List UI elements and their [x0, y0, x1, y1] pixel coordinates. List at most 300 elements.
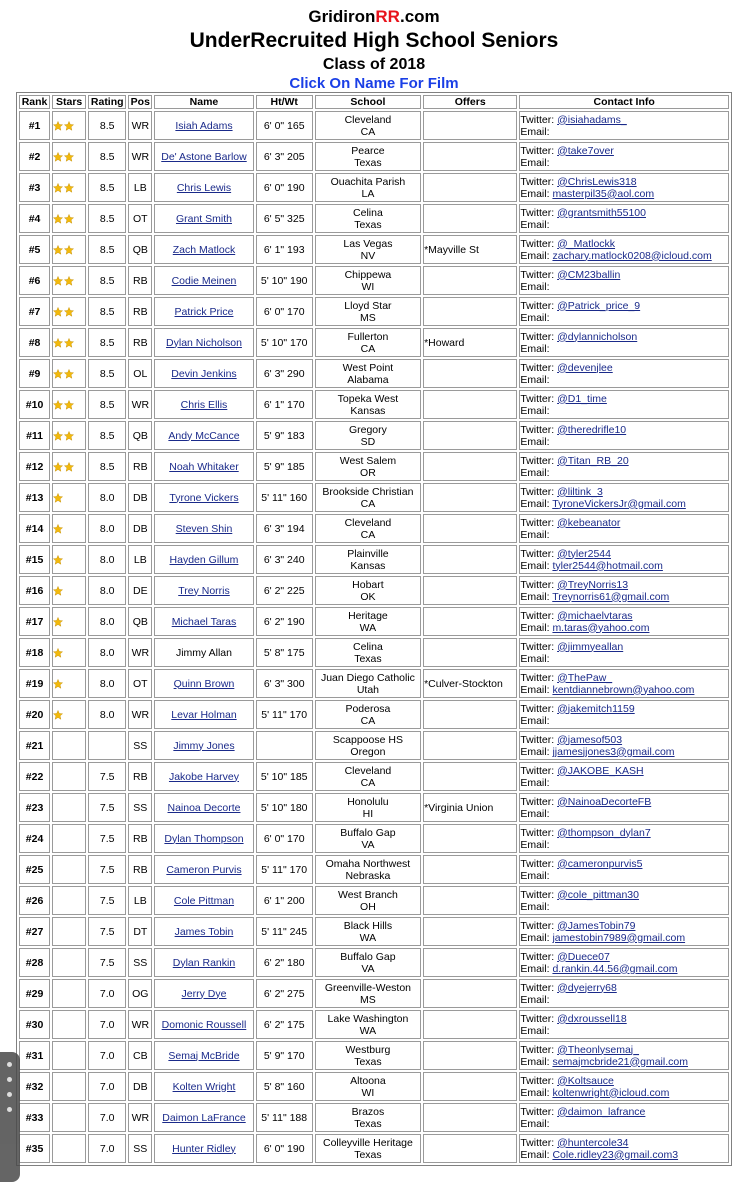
name-cell: [154, 328, 253, 357]
email-label: Email:: [520, 962, 553, 975]
star-icon: [53, 462, 63, 472]
email-line: [520, 684, 728, 696]
table-row: [19, 979, 729, 1008]
offers-cell: [423, 731, 517, 760]
dot-icon: [7, 1062, 12, 1067]
email-line: [520, 1149, 728, 1161]
rating-cell: 7.0: [88, 1103, 126, 1132]
htwt-cell: 6' 2" 175: [256, 1010, 313, 1039]
stars-cell: [52, 266, 86, 295]
offers-cell: [423, 917, 517, 946]
player-film-link[interactable]: Steven Shin: [175, 522, 233, 535]
rating-cell: 8.5: [88, 204, 126, 233]
contact-cell: [519, 948, 729, 977]
name-cell: [154, 886, 253, 915]
twitter-link[interactable]: @Koltsauce: [557, 1074, 614, 1087]
email-line: [520, 653, 728, 665]
school-state: CA: [360, 125, 376, 138]
twitter-line: [520, 951, 728, 963]
col-pos: Pos: [128, 95, 152, 109]
twitter-label: Twitter:: [520, 826, 558, 839]
twitter-link[interactable]: @jimmyeallan: [557, 640, 624, 653]
stars-cell: [52, 1072, 86, 1101]
offers-cell: [423, 1134, 517, 1163]
player-film-link[interactable]: Isiah Adams: [175, 119, 233, 132]
twitter-link[interactable]: @JAKOBE_KASH: [557, 764, 644, 777]
table-row: [19, 886, 729, 915]
email-link[interactable]: tyler2544@hotmail.com: [552, 559, 663, 572]
player-film-link[interactable]: Michael Taras: [171, 615, 237, 628]
htwt-cell: 5' 11" 160: [256, 483, 313, 512]
rating-cell: 8.0: [88, 700, 126, 729]
school-name: Pearce: [351, 144, 385, 157]
email-link[interactable]: Cole.ridley23@gmail.com3: [552, 1148, 679, 1161]
name-cell: [154, 173, 253, 202]
twitter-link[interactable]: @CM23ballin: [557, 268, 621, 281]
offers-cell: [423, 173, 517, 202]
twitter-link[interactable]: @take7over: [557, 144, 614, 157]
email-link[interactable]: semajmcbride21@gmail.com: [552, 1055, 688, 1068]
stars-cell: [52, 359, 86, 388]
twitter-line: [520, 858, 728, 870]
email-link[interactable]: masterpil35@aol.com: [552, 187, 655, 200]
player-film-link[interactable]: Chris Ellis: [180, 398, 228, 411]
twitter-link[interactable]: @cameronpurvis5: [557, 857, 643, 870]
rating-cell: 7.0: [88, 1041, 126, 1070]
offers-cell: [423, 297, 517, 326]
contact-cell: [519, 669, 729, 698]
twitter-link[interactable]: @dyejerry68: [557, 981, 617, 994]
pos-cell: QB: [128, 421, 152, 450]
contact-cell: [519, 359, 729, 388]
htwt-cell: 6' 0" 165: [256, 111, 313, 140]
contact-cell: [519, 452, 729, 481]
name-cell: [154, 731, 253, 760]
site-name[interactable]: [0, 6, 748, 28]
pos-cell: OG: [128, 979, 152, 1008]
star-icon: [64, 400, 74, 410]
twitter-label: Twitter:: [520, 1012, 558, 1025]
twitter-label: Twitter:: [520, 144, 558, 157]
player-film-link[interactable]: Noah Whitaker: [169, 460, 239, 473]
offers-cell: [423, 111, 517, 140]
twitter-line: [520, 269, 728, 281]
twitter-link[interactable]: @Theonlysemaj_: [557, 1043, 639, 1056]
rating-cell: 8.5: [88, 235, 126, 264]
school-name: Celina: [353, 206, 383, 219]
player-film-link[interactable]: Nainoa Decorte: [167, 801, 241, 814]
table-row: [19, 855, 729, 884]
twitter-line: [520, 1106, 728, 1118]
twitter-line: [520, 889, 728, 901]
school-state: VA: [361, 838, 375, 851]
rank-cell: #30: [19, 1010, 50, 1039]
email-line: [520, 963, 728, 975]
email-label: Email:: [520, 714, 550, 727]
twitter-link[interactable]: @NainoaDecorteFB: [557, 795, 652, 808]
col-name: Name: [154, 95, 253, 109]
school-state: Kansas: [350, 404, 386, 417]
player-film-link[interactable]: Dylan Thompson: [164, 832, 244, 845]
pos-cell: WR: [128, 111, 152, 140]
contact-cell: [519, 514, 729, 543]
twitter-label: Twitter:: [520, 237, 558, 250]
player-film-link[interactable]: Tyrone Vickers: [169, 491, 239, 504]
htwt-cell: 6' 2" 180: [256, 948, 313, 977]
twitter-link[interactable]: @ChrisLewis318: [557, 175, 637, 188]
floating-menu-handle[interactable]: [0, 1052, 20, 1182]
twitter-label: Twitter:: [520, 268, 558, 281]
rank-cell: #20: [19, 700, 50, 729]
offers-cell: [423, 824, 517, 853]
player-film-link[interactable]: Quinn Brown: [173, 677, 235, 690]
rating-cell: 8.5: [88, 142, 126, 171]
name-cell: [154, 235, 253, 264]
pos-cell: SS: [128, 793, 152, 822]
twitter-line: [520, 176, 728, 188]
player-film-link[interactable]: Hayden Gillum: [169, 553, 239, 566]
email-label: Email:: [520, 590, 553, 603]
pos-cell: QB: [128, 607, 152, 636]
email-label: Email:: [520, 187, 553, 200]
player-film-link[interactable]: Semaj McBride: [168, 1049, 240, 1062]
player-film-link[interactable]: Chris Lewis: [176, 181, 232, 194]
school-name: Black Hills: [343, 919, 393, 932]
rank-cell: #17: [19, 607, 50, 636]
name-cell: [154, 917, 253, 946]
twitter-line: [520, 703, 728, 715]
email-label: Email:: [520, 404, 550, 417]
twitter-label: Twitter:: [520, 113, 558, 126]
school-name: Brookside Christian: [322, 485, 414, 498]
offers-cell: [423, 855, 517, 884]
school-state: NV: [360, 249, 376, 262]
htwt-cell: 5' 8" 175: [256, 638, 313, 667]
school-state: Texas: [354, 652, 382, 665]
email-link[interactable]: jamestobin7989@gmail.com: [552, 931, 686, 944]
school-state: MS: [360, 311, 376, 324]
offers-cell: [423, 390, 517, 419]
pos-cell: RB: [128, 762, 152, 791]
player-film-link[interactable]: Devin Jenkins: [171, 367, 237, 380]
rating-cell: 8.0: [88, 483, 126, 512]
rating-cell: 7.0: [88, 1010, 126, 1039]
twitter-link[interactable]: @kebeanator: [557, 516, 621, 529]
school-cell: [315, 545, 421, 574]
rank-cell: #16: [19, 576, 50, 605]
twitter-line: [520, 765, 728, 777]
stars-cell: [52, 793, 86, 822]
table-row: [19, 266, 729, 295]
table-row: [19, 576, 729, 605]
name-cell: [154, 700, 253, 729]
player-film-link[interactable]: Dylan Rankin: [172, 956, 236, 969]
htwt-cell: 6' 0" 170: [256, 824, 313, 853]
email-label: Email:: [520, 497, 553, 510]
twitter-link[interactable]: @liltink_3: [557, 485, 603, 498]
name-cell: [154, 638, 253, 667]
twitter-link[interactable]: @jakemitch1159: [557, 702, 635, 715]
player-film-link[interactable]: Andy McCance: [168, 429, 240, 442]
name-cell: [154, 793, 253, 822]
email-link[interactable]: m.taras@yahoo.com: [552, 621, 650, 634]
email-label: Email:: [520, 342, 550, 355]
twitter-line: [520, 1137, 728, 1149]
rank-cell: #32: [19, 1072, 50, 1101]
name-cell: [154, 204, 253, 233]
pos-cell: WR: [128, 142, 152, 171]
rank-cell: #14: [19, 514, 50, 543]
pos-cell: LB: [128, 173, 152, 202]
email-link[interactable]: zachary.matlock0208@icloud.com: [552, 249, 712, 262]
twitter-link[interactable]: @grantsmith55100: [557, 206, 646, 219]
school-state: Alabama: [347, 373, 389, 386]
rating-cell: 8.0: [88, 638, 126, 667]
twitter-label: Twitter:: [520, 609, 558, 622]
email-label: Email:: [520, 249, 553, 262]
rank-cell: #12: [19, 452, 50, 481]
twitter-line: [520, 920, 728, 932]
htwt-cell: [256, 731, 313, 760]
twitter-link[interactable]: @jamesof503: [557, 733, 623, 746]
school-cell: [315, 452, 421, 481]
twitter-line: [520, 300, 728, 312]
player-film-link[interactable]: De' Astone Barlow: [161, 150, 247, 163]
htwt-cell: 6' 3" 194: [256, 514, 313, 543]
twitter-link[interactable]: @Patrick_price_9: [557, 299, 641, 312]
twitter-link[interactable]: @Duece07: [557, 950, 610, 963]
email-line: [520, 622, 728, 634]
table-row: [19, 793, 729, 822]
player-film-link[interactable]: Kolten Wright: [172, 1080, 236, 1093]
star-icon: [53, 152, 63, 162]
twitter-link[interactable]: @JamesTobin79: [557, 919, 636, 932]
twitter-label: Twitter:: [520, 547, 558, 560]
email-label: Email:: [520, 1086, 553, 1099]
dot-icon: [7, 1107, 12, 1112]
school-cell: [315, 1072, 421, 1101]
player-film-link[interactable]: James Tobin: [174, 925, 234, 938]
player-film-link[interactable]: Hunter Ridley: [172, 1142, 236, 1155]
twitter-link[interactable]: @ThePaw_: [557, 671, 613, 684]
twitter-link[interactable]: @michaelvtaras: [557, 609, 633, 622]
stars-cell: [52, 111, 86, 140]
twitter-link[interactable]: @thompson_dylan7: [557, 826, 651, 839]
rank-cell: #9: [19, 359, 50, 388]
school-name: Cleveland: [344, 113, 392, 126]
pos-cell: SS: [128, 1134, 152, 1163]
email-label: Email:: [520, 745, 553, 758]
rating-cell: 7.5: [88, 824, 126, 853]
twitter-line: [520, 114, 728, 126]
rank-cell: #25: [19, 855, 50, 884]
player-film-link[interactable]: Patrick Price: [174, 305, 234, 318]
contact-cell: [519, 390, 729, 419]
school-cell: [315, 390, 421, 419]
school-state: WI: [361, 280, 375, 293]
email-line: [520, 1056, 728, 1068]
htwt-cell: 6' 2" 190: [256, 607, 313, 636]
twitter-link[interactable]: @daimon_lafrance: [557, 1105, 646, 1118]
email-link[interactable]: TyroneVickersJr@gmail.com: [552, 497, 686, 510]
email-line: [520, 1118, 728, 1130]
twitter-link[interactable]: @cole_pittman30: [557, 888, 639, 901]
stars-cell: [52, 607, 86, 636]
table-row: [19, 390, 729, 419]
twitter-link[interactable]: @_Matlockk: [557, 237, 616, 250]
rank-cell: #26: [19, 886, 50, 915]
email-line: [520, 250, 728, 262]
star-icon: [64, 431, 74, 441]
school-state: WI: [361, 1086, 375, 1099]
contact-cell: [519, 700, 729, 729]
pos-cell: OT: [128, 204, 152, 233]
email-label: Email:: [520, 1148, 553, 1161]
rank-cell: #18: [19, 638, 50, 667]
player-film-link[interactable]: Trey Norris: [178, 584, 230, 597]
email-link[interactable]: jjamesjjones3@gmail.com: [552, 745, 675, 758]
star-icon: [53, 214, 63, 224]
email-link[interactable]: d.rankin.44.56@gmail.com: [552, 962, 678, 975]
school-state: CA: [360, 528, 376, 541]
school-name: Altoona: [350, 1074, 386, 1087]
player-film-link[interactable]: Domonic Roussell: [161, 1018, 247, 1031]
star-icon: [53, 307, 63, 317]
twitter-link[interactable]: @isiahadams_: [557, 113, 627, 126]
contact-cell: [519, 979, 729, 1008]
player-film-link[interactable]: Daimon LaFrance: [162, 1111, 246, 1124]
pos-cell: WR: [128, 638, 152, 667]
twitter-label: Twitter:: [520, 1136, 558, 1149]
htwt-cell: 5' 11" 245: [256, 917, 313, 946]
email-line: [520, 1025, 728, 1037]
email-label: Email:: [520, 466, 550, 479]
pos-cell: CB: [128, 1041, 152, 1070]
player-film-link[interactable]: Cameron Purvis: [166, 863, 242, 876]
pos-cell: DB: [128, 514, 152, 543]
email-line: [520, 1087, 728, 1099]
twitter-label: Twitter:: [520, 454, 558, 467]
player-film-link[interactable]: Codie Meinen: [171, 274, 237, 287]
rank-cell: #10: [19, 390, 50, 419]
table-row: [19, 545, 729, 574]
rating-cell: 8.5: [88, 421, 126, 450]
player-film-link[interactable]: Levar Holman: [171, 708, 237, 721]
offers-cell: [423, 266, 517, 295]
htwt-cell: 5' 10" 170: [256, 328, 313, 357]
school-state: CA: [360, 497, 376, 510]
offers-cell: [423, 1103, 517, 1132]
contact-cell: [519, 483, 729, 512]
twitter-line: [520, 238, 728, 250]
school-cell: [315, 421, 421, 450]
table-row: [19, 111, 729, 140]
offers-cell: [423, 204, 517, 233]
email-label: Email:: [520, 280, 550, 293]
twitter-label: Twitter:: [520, 206, 558, 219]
school-name: Honolulu: [347, 795, 389, 808]
stars-cell: [52, 297, 86, 326]
contact-cell: [519, 142, 729, 171]
twitter-link[interactable]: @Titan_RB_20: [557, 454, 629, 467]
name-cell: [154, 1103, 253, 1132]
twitter-label: Twitter:: [520, 764, 558, 777]
rank-cell: #5: [19, 235, 50, 264]
twitter-line: [520, 579, 728, 591]
school-name: Lake Washington: [327, 1012, 409, 1025]
school-name: Westburg: [345, 1043, 391, 1056]
offers-cell: *Virginia Union: [423, 793, 517, 822]
pos-cell: RB: [128, 452, 152, 481]
htwt-cell: 5' 11" 188: [256, 1103, 313, 1132]
name-cell: [154, 421, 253, 450]
email-line: [520, 746, 728, 758]
table-row: [19, 483, 729, 512]
school-state: CA: [360, 776, 376, 789]
twitter-link[interactable]: @theredrifle10: [557, 423, 627, 436]
rating-cell: 8.0: [88, 576, 126, 605]
school-state: WA: [359, 931, 377, 944]
email-line: [520, 188, 728, 200]
email-label: Email:: [520, 900, 550, 913]
twitter-link[interactable]: @TreyNorris13: [557, 578, 629, 591]
school-cell: [315, 235, 421, 264]
contact-cell: [519, 1072, 729, 1101]
stars-cell: [52, 1010, 86, 1039]
player-film-link[interactable]: Grant Smith: [175, 212, 232, 225]
player-film-link[interactable]: Jakobe Harvey: [168, 770, 239, 783]
player-film-link[interactable]: Dylan Nicholson: [166, 336, 242, 349]
rank-cell: #1: [19, 111, 50, 140]
email-line: [520, 405, 728, 417]
email-link[interactable]: koltenwright@icloud.com: [552, 1086, 670, 1099]
offers-cell: *Culver-Stockton: [423, 669, 517, 698]
stars-cell: [52, 1041, 86, 1070]
twitter-link[interactable]: @dylannicholson: [557, 330, 638, 343]
offers-cell: [423, 514, 517, 543]
twitter-label: Twitter:: [520, 857, 558, 870]
twitter-line: [520, 486, 728, 498]
star-icon: [64, 152, 74, 162]
player-film-link[interactable]: Jerry Dye: [181, 987, 227, 1000]
star-icon: [53, 524, 63, 534]
rating-cell: 8.5: [88, 359, 126, 388]
twitter-line: [520, 672, 728, 684]
star-icon: [64, 462, 74, 472]
twitter-line: [520, 610, 728, 622]
table-row: [19, 1010, 729, 1039]
email-link[interactable]: Treynorris61@gmail.com: [552, 590, 670, 603]
star-icon: [64, 245, 74, 255]
star-icon: [53, 431, 63, 441]
twitter-link[interactable]: @dxroussell18: [557, 1012, 627, 1025]
table-row: [19, 948, 729, 977]
player-film-link[interactable]: Zach Matlock: [172, 243, 236, 256]
twitter-line: [520, 796, 728, 808]
twitter-link[interactable]: @tyler2544: [557, 547, 611, 560]
school-cell: [315, 638, 421, 667]
table-row: [19, 669, 729, 698]
twitter-link[interactable]: @devenjlee: [557, 361, 613, 374]
player-film-link[interactable]: Jimmy Jones: [173, 739, 235, 752]
player-film-link[interactable]: Cole Pittman: [173, 894, 235, 907]
twitter-link[interactable]: @D1_time: [557, 392, 607, 405]
school-name: Juan Diego Catholic: [320, 671, 415, 684]
twitter-link[interactable]: @huntercole34: [557, 1136, 629, 1149]
email-line: [520, 870, 728, 882]
school-name: Fullerton: [347, 330, 389, 343]
email-link[interactable]: kentdiannebrown@yahoo.com: [552, 683, 695, 696]
